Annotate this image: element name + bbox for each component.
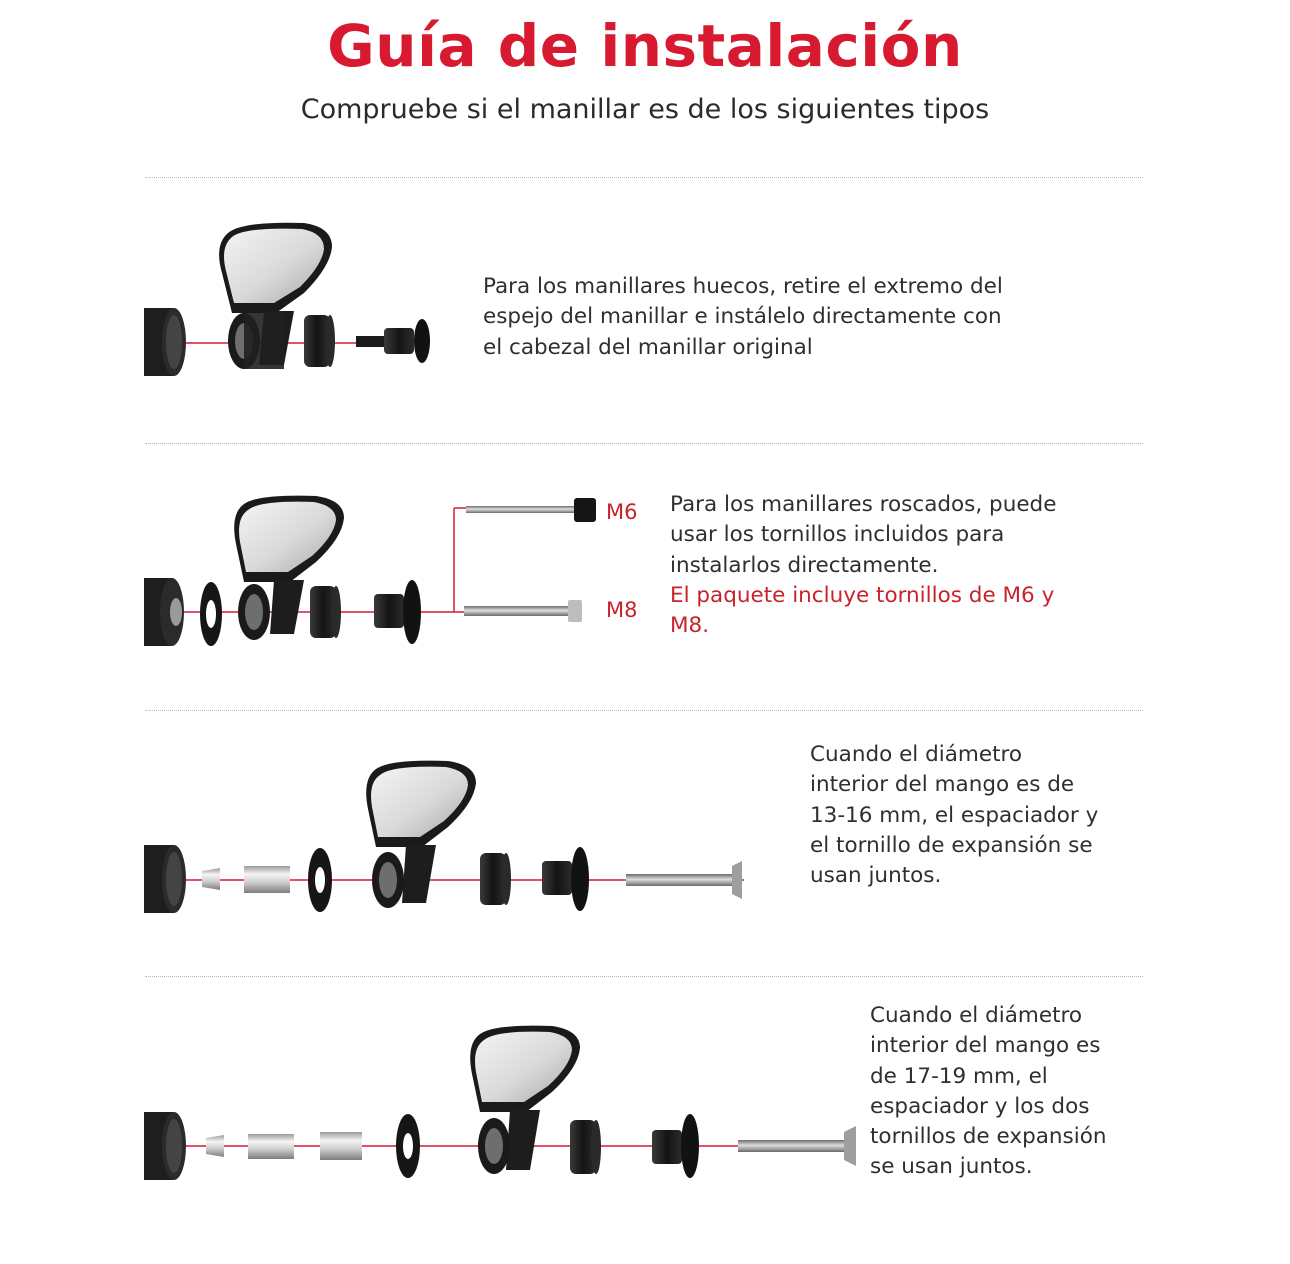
bar-end-plug <box>374 580 421 644</box>
bar-end-plug <box>356 319 430 363</box>
spacer-ring <box>304 315 335 367</box>
section-divider <box>145 177 1143 178</box>
handlebar-grip <box>144 1112 186 1180</box>
bar-end-plug <box>652 1114 699 1178</box>
expansion-nut <box>202 868 220 890</box>
mirror-mount-ring <box>228 313 284 369</box>
mirror-mount-ring <box>372 852 404 908</box>
label-m8: M8 <box>606 598 638 622</box>
screw-m6 <box>466 498 596 522</box>
spacer-sleeve <box>244 866 290 893</box>
diagram-threaded-handlebar <box>144 490 604 660</box>
spacer-ring <box>310 586 341 638</box>
diagram-17-19mm <box>144 1020 864 1190</box>
washer <box>308 848 332 912</box>
section-2-text: Para los manillares roscados, puede usar los tornillos incluidos para instalarlos directamente. El paquete incluye tornillos de M6 y M8. <box>670 490 1056 641</box>
section-divider <box>145 710 1143 711</box>
section-divider <box>145 976 1143 977</box>
section-3-text: Cuando el diámetro interior del mango es de 13-16 mm, el espaciador y el tornillo de expansión se usan juntos. <box>810 742 1099 889</box>
mirror-mount-ring <box>238 584 270 640</box>
expansion-screw <box>626 861 742 899</box>
handlebar-grip <box>144 308 186 376</box>
screw-m8 <box>464 600 582 622</box>
spacer-sleeve <box>248 1134 294 1159</box>
package-note: El paquete incluye tornillos de M6 y <box>670 582 1055 608</box>
section-4-text: Cuando el diámetro interior del mango es de 17-19 mm, el espaciador y los dos tornillos de expansión se usan juntos. <box>870 1003 1107 1180</box>
page-subtitle: Compruebe si el manillar es de los siguientes tipos <box>300 94 990 125</box>
package-note: M8. <box>670 613 710 639</box>
handlebar-grip <box>144 845 186 913</box>
diagram-13-16mm <box>144 755 754 925</box>
label-m6: M6 <box>606 500 638 524</box>
spacer-ring <box>480 853 511 905</box>
handlebar-grip <box>144 578 184 646</box>
washer <box>200 582 222 646</box>
section-1-text: Para los manillares huecos, retire el extremo del espejo del manillar e instálelo directamente con el cabezal del manillar original <box>483 274 1003 360</box>
expansion-screw <box>738 1126 856 1166</box>
section-divider <box>145 443 1143 444</box>
bar-end-plug <box>542 847 589 911</box>
spacer-sleeve <box>320 1132 362 1160</box>
page-title: Guía de instalación <box>327 12 963 80</box>
diagram-hollow-handlebar <box>144 215 444 390</box>
mirror-mount-ring <box>478 1118 510 1174</box>
washer <box>396 1114 420 1178</box>
spacer-ring <box>570 1120 601 1174</box>
expansion-nut <box>206 1135 224 1157</box>
